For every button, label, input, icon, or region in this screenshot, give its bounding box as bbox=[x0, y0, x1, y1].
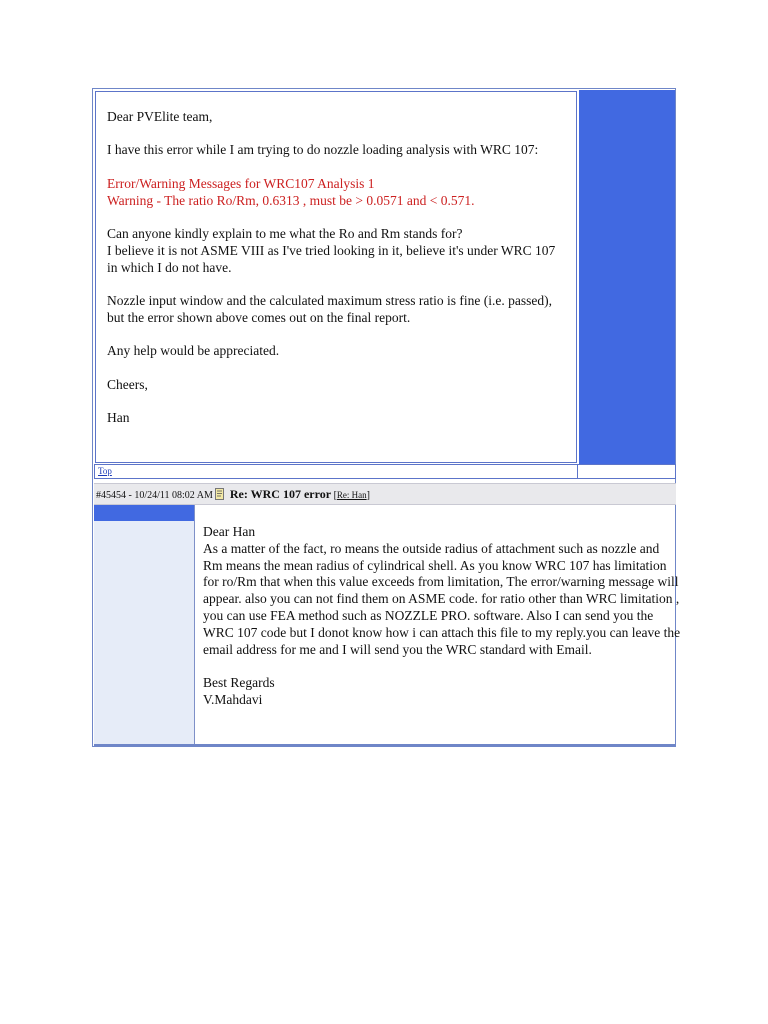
post-greeting: Dear PVElite team, bbox=[107, 109, 213, 124]
post-paragraph: Any help would be appreciated. bbox=[107, 343, 280, 359]
original-post bbox=[95, 91, 577, 463]
reply-to-suffix: ] bbox=[366, 490, 370, 501]
warning-line: Warning - The ratio Ro/Rm, 0.6313 , must be > 0.0571 and < 0.571. bbox=[107, 192, 475, 208]
reply-greeting: Dear Han bbox=[203, 524, 256, 539]
post-paragraph: I have this error while I am trying to do nozzle loading analysis with WRC 107: bbox=[107, 142, 539, 158]
reply-paragraph: As a matter of the fact, ro means the outside radius of attachment such as nozzle and Rm means the mean radius of cylindrical shell. As you know WRC 107 has limitation for ro/Rm that when this value exceeds from limitation, The error/warning message will appear. also you can not find them on ASME code. for ratio other than WRC limitation , you can use FEA method such as NOZZLE PRO. software. Also I can send you the WRC 107 code but I donot know how i can attach this file to my reply.you can leave the email address for me and I will send you the WRC standard with Email. bbox=[203, 540, 681, 657]
reply-to-link[interactable]: Re: Han bbox=[336, 490, 367, 500]
footer-divider bbox=[577, 465, 578, 478]
reply-subject[interactable]: Re: WRC 107 error bbox=[229, 487, 332, 501]
reply-closing: Best Regards bbox=[203, 674, 275, 690]
reply-signature: V.Mahdavi bbox=[203, 691, 263, 707]
reply-to-prefix: [ bbox=[333, 490, 337, 501]
post-paragraph bbox=[107, 226, 566, 276]
reply-header bbox=[94, 483, 676, 505]
reply-meta: #45454 - 10/24/11 08:02 AM bbox=[96, 490, 213, 501]
post-sidebar bbox=[579, 90, 675, 464]
post-signature: Han bbox=[107, 409, 130, 425]
post-closing: Cheers, bbox=[107, 376, 148, 392]
warning-message bbox=[107, 176, 566, 210]
forum-thread bbox=[92, 88, 681, 747]
reply-sidebar-bar bbox=[94, 505, 194, 521]
reply-bottom-border bbox=[94, 744, 676, 746]
top-link[interactable]: Top bbox=[98, 466, 112, 476]
note-icon[interactable] bbox=[215, 488, 224, 500]
post-footer-row bbox=[94, 464, 676, 479]
warning-line: Error/Warning Messages for WRC107 Analysis 1 bbox=[107, 175, 375, 191]
post-paragraph: Nozzle input window and the calculated maximum stress ratio is fine (i.e. passed), but the error shown above comes out on the final report. bbox=[107, 292, 552, 325]
question-line: Can anyone kindly explain to me what the Ro and Rm stands for? bbox=[107, 225, 463, 241]
question-line: I believe it is not ASME VIII as I've tried looking in it, believe it's under WRC 107 in which I do not have. bbox=[107, 242, 556, 275]
reply-sidebar bbox=[94, 505, 195, 745]
reply-body bbox=[196, 521, 681, 709]
